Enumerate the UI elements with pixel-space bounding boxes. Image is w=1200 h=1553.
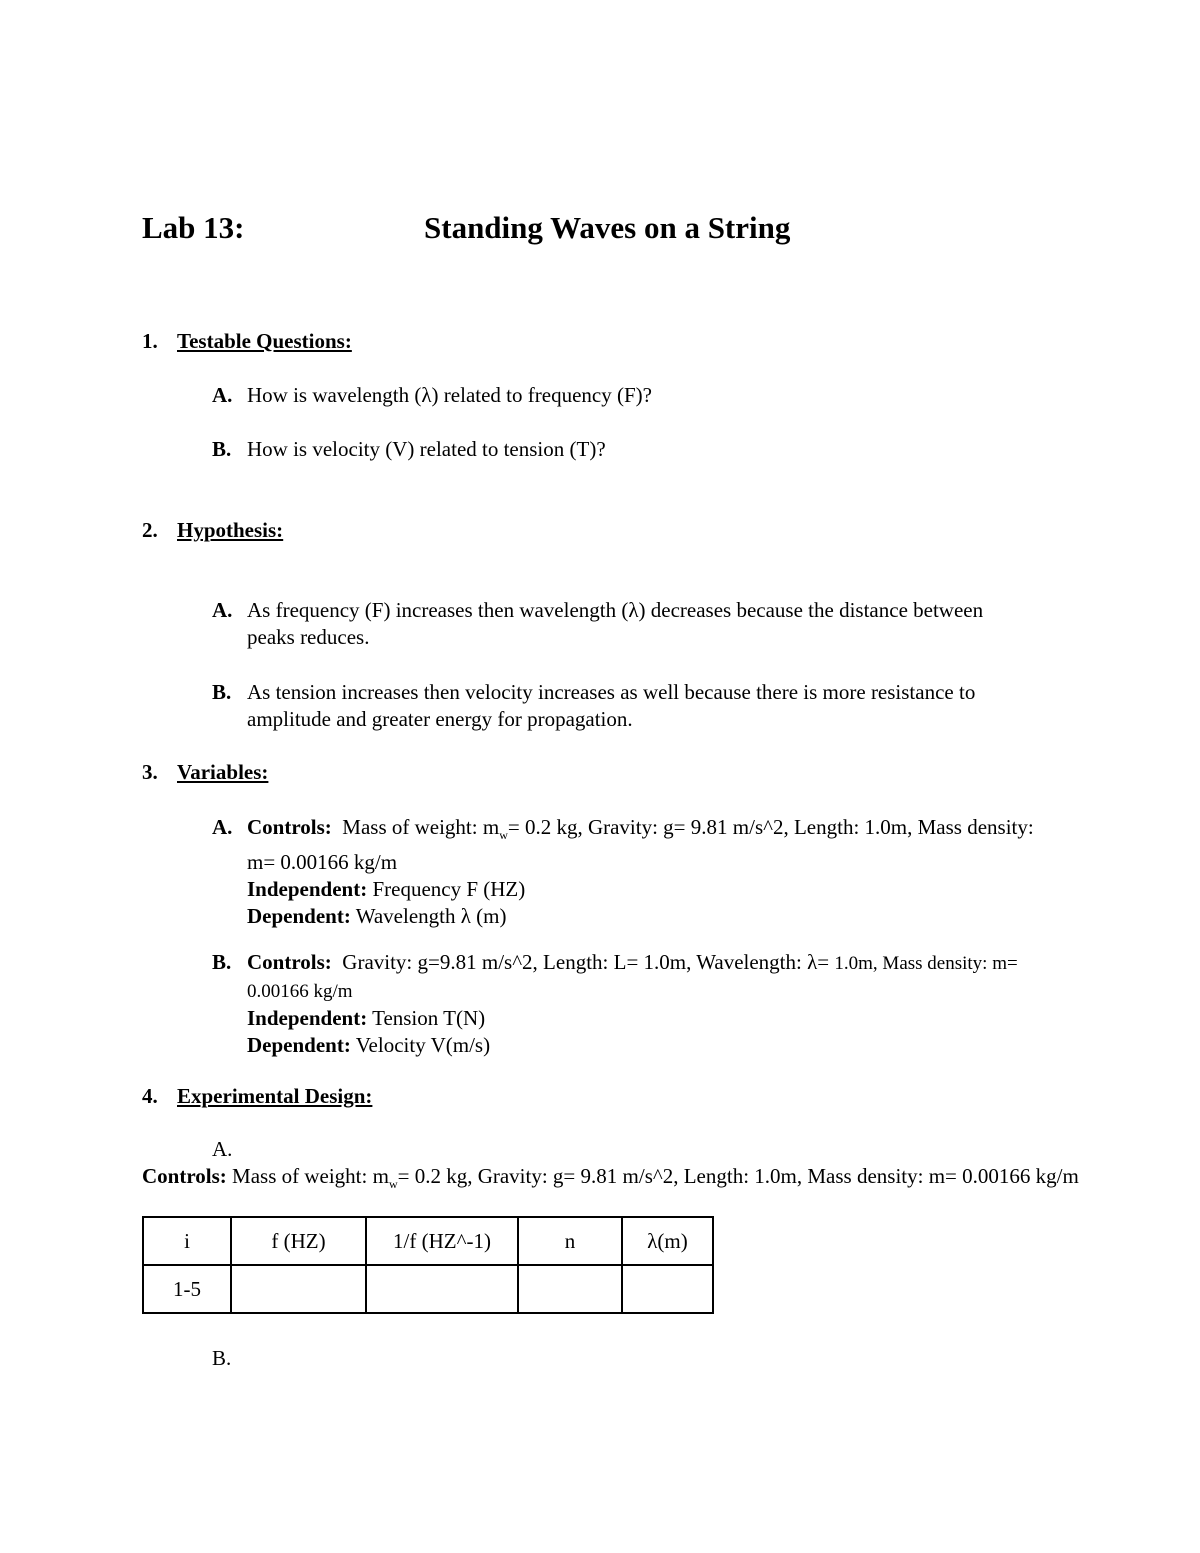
controls-subscript: w <box>388 1177 398 1192</box>
section-title: Hypothesis: <box>177 518 284 542</box>
controls-text: Mass of weight: m <box>342 815 500 839</box>
controls-text: Mass of weight: m <box>232 1164 389 1188</box>
section-title: Testable Questions: <box>177 329 352 353</box>
controls-line <box>247 949 1042 1005</box>
table-cell: 1-5 <box>143 1265 231 1313</box>
lab-number: Lab 13: <box>142 210 245 245</box>
section-title: Experimental Design: <box>177 1084 373 1108</box>
table-cell <box>622 1265 713 1313</box>
section-heading-variables <box>142 760 268 785</box>
item-letter: A. <box>212 383 233 407</box>
section-number: 1. <box>142 329 158 353</box>
hypothesis-a <box>212 597 1002 651</box>
variables-a <box>212 814 1062 930</box>
controls-label: Controls: <box>142 1164 227 1188</box>
table-header-row <box>143 1217 713 1265</box>
question-text: How is wavelength (λ) related to frequency (F)? <box>247 383 652 407</box>
controls-text-rest: = 0.2 kg, Gravity: g= 9.81 m/s^2, Length: 1.0m, Mass density: m= 0.00166 kg/m <box>397 1164 1079 1188</box>
data-table <box>142 1216 714 1314</box>
section-heading-experimental-design <box>142 1084 372 1109</box>
dependent-text: Velocity V(m/s) <box>355 1033 491 1057</box>
variables-a-body <box>247 814 1062 930</box>
item-letter: B. <box>212 950 232 974</box>
section-number: 3. <box>142 760 158 784</box>
independent-text: Tension T(N) <box>372 1006 486 1030</box>
table-header-cell: 1/f (HZ^-1) <box>366 1217 518 1265</box>
controls-label: Controls: <box>247 815 332 839</box>
controls-line <box>247 814 1062 876</box>
controls-text: Gravity: g=9.81 m/s^2, Length: L= 1.0m, Wavelength: λ= <box>342 950 830 974</box>
controls-text-rest: = 0.2 kg, Gravity: g= 9.81 m/s^2, Length: 1.0m, Mass density: m= 0.00166 kg/m <box>247 815 1034 875</box>
table-header-cell: n <box>518 1217 622 1265</box>
item-letter: A. <box>212 598 233 622</box>
design-b-letter: B. <box>212 1346 232 1370</box>
section-heading-testable-questions <box>142 329 352 354</box>
hypothesis-text: As frequency (F) increases then wavelength (λ) decreases because the distance between peaks reduces. <box>247 598 984 649</box>
section-number: 2. <box>142 518 158 542</box>
dependent-label: Dependent: <box>247 1033 351 1057</box>
hypothesis-b <box>212 679 1042 733</box>
section-heading-hypothesis <box>142 518 283 543</box>
controls-label: Controls: <box>247 950 332 974</box>
question-b <box>212 436 1072 463</box>
table-cell <box>366 1265 518 1313</box>
variables-b <box>212 949 1042 1059</box>
controls-subscript: w <box>499 828 508 843</box>
dependent-label: Dependent: <box>247 904 351 929</box>
table-header-cell: λ(m) <box>622 1217 713 1265</box>
independent-text: Frequency F (HZ) <box>372 877 526 902</box>
item-letter: A. <box>212 815 233 839</box>
question-text: How is velocity (V) related to tension (T)? <box>247 437 606 461</box>
lab-name: Standing Waves on a String <box>424 210 791 245</box>
table-row <box>143 1265 713 1313</box>
item-letter: B. <box>212 680 232 704</box>
independent-label: Independent: <box>247 877 368 902</box>
design-a-letter: A. <box>212 1137 233 1161</box>
question-a <box>212 382 1072 409</box>
dependent-line <box>247 1032 1042 1059</box>
independent-line <box>247 1005 1042 1032</box>
section-number: 4. <box>142 1084 158 1108</box>
variables-b-body <box>247 949 1042 1059</box>
independent-label: Independent: <box>247 1006 368 1030</box>
independent-line <box>247 876 1062 903</box>
item-letter: B. <box>212 437 232 461</box>
controls-text-small: 1.0m, Mass density: m= 0.00166 kg/m <box>247 953 1018 1002</box>
table-cell <box>231 1265 366 1313</box>
design-controls <box>142 1163 1082 1198</box>
table-header-cell: i <box>143 1217 231 1265</box>
table-cell <box>518 1265 622 1313</box>
table-header-cell: f (HZ) <box>231 1217 366 1265</box>
dependent-text: Wavelength λ (m) <box>355 904 507 929</box>
hypothesis-text: As tension increases then velocity increases as well because there is more resistance to amplitude and greater energy for propagation. <box>247 680 976 731</box>
dependent-line <box>247 903 1062 930</box>
section-title: Variables: <box>177 760 269 784</box>
